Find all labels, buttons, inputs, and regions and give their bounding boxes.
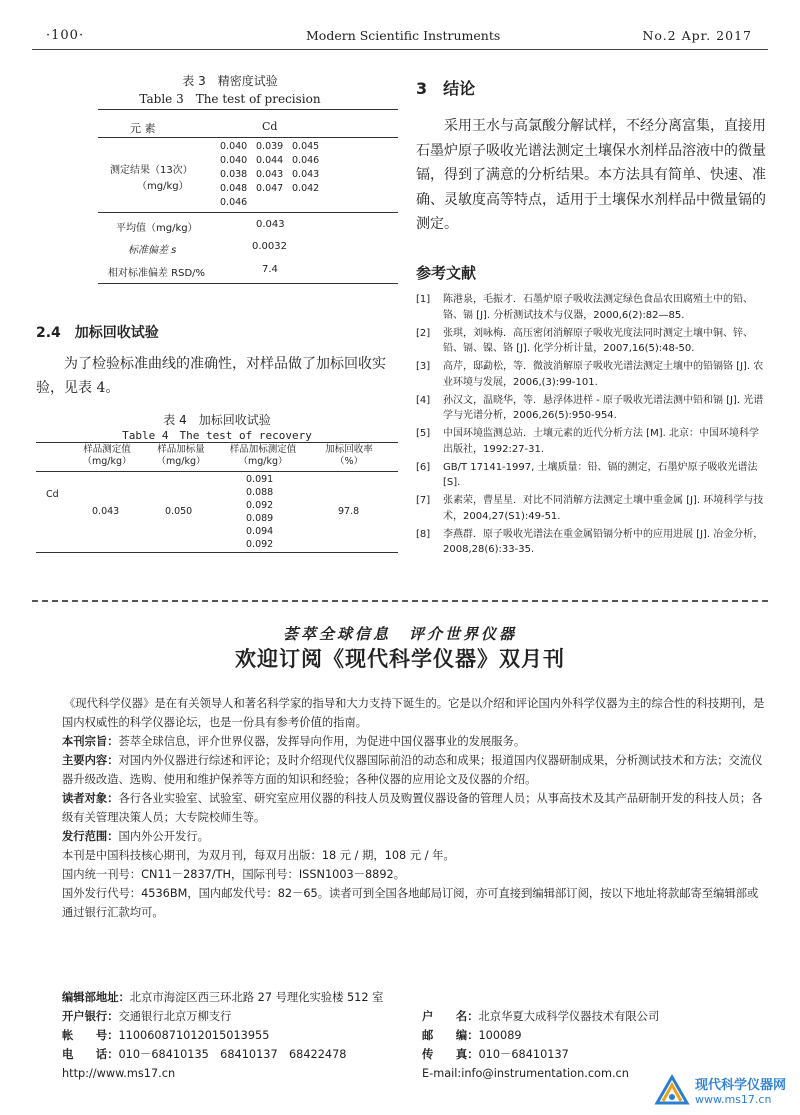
table3-bottom-rule xyxy=(98,283,398,284)
table4-header-spiked-unit: （mg/kg） xyxy=(238,456,288,467)
table3-result-unit: （mg/kg） xyxy=(137,181,189,192)
postcode-label: 邮 编： xyxy=(422,1029,479,1042)
table3-sd-label: 标准偏差 s xyxy=(128,245,177,256)
table4-bottom-rule xyxy=(36,552,398,553)
table3-value: 0.040 xyxy=(220,155,248,166)
ad-distribution-line: 国外发行代号：4536BM，国内邮发代号：82－65。读者可到全国各地邮局订阅，亦可直接到编辑部订阅，按以下地址将款邮寄至编辑部或通过银行汇款均可。 xyxy=(62,887,759,919)
reference-number: [2] xyxy=(416,327,431,339)
table4-header-spike-unit: （mg/kg） xyxy=(156,456,206,467)
contact-address-row xyxy=(62,988,768,1007)
contact-postcode xyxy=(422,1026,768,1045)
table3-mean-label: 平均值（mg/kg） xyxy=(116,223,198,234)
table4-caption-en: Table 4 The test of recovery xyxy=(122,429,312,442)
ad-title: 欢迎订阅《现代科学仪器》双月刊 xyxy=(235,647,565,671)
table4-header-spiked xyxy=(220,444,306,468)
table3-value: 0.044 xyxy=(256,155,284,166)
table4-element: Cd xyxy=(46,489,59,500)
reference-text: 张素荣，曹星星．对比不同消解方法测定土壤中重金属 [J]. 环境科学与技术，2004,27(S1):49-51. xyxy=(443,495,764,522)
bank-label: 开户银行： xyxy=(62,1010,119,1023)
ad-content-label: 主要内容： xyxy=(62,754,119,767)
ad-slogan: 荟萃全球信息 评介世界仪器 xyxy=(282,625,517,643)
table3-value: 0.042 xyxy=(292,183,320,194)
table3-mean-value: 0.043 xyxy=(256,219,285,230)
table3-values xyxy=(220,141,328,208)
ad-scope xyxy=(62,827,768,846)
page-number: ·100· xyxy=(46,28,85,43)
watermark-url: www.ms17.cn xyxy=(694,1093,772,1106)
fax-value: 010－68410137 xyxy=(478,1048,569,1061)
table3-value: 0.039 xyxy=(256,141,284,152)
reference-item xyxy=(416,493,768,524)
table3-result-label: 测定结果（13次） xyxy=(110,165,193,176)
reference-item xyxy=(416,292,768,323)
account-name-value: 北京华夏大成科学仪器技术有限公司 xyxy=(478,1010,660,1023)
reference-text: 张琪，刘咏梅．高压密闭消解原子吸收光度法同时测定土壤中铜、锌、铅、镉、镍、铬 [J]. 化学分析计量，2007,16(5):48-50. xyxy=(443,327,753,354)
email-link[interactable]: E-mail:info@instrumentation.com.cn xyxy=(422,1067,629,1080)
reference-number: [7] xyxy=(416,495,431,506)
reference-text: 陈港泉，毛振才．石墨炉原子吸收法测定绿色食品农田腐殖土中的铅、铬、镉 [J]. 分析测试技术与仪器，2000,6(2):82—85. xyxy=(443,294,753,321)
table3-top-rule xyxy=(98,109,398,110)
reference-item xyxy=(416,393,768,424)
bank-value: 交通银行北京万柳支行 xyxy=(118,1010,232,1023)
section-divider xyxy=(32,600,768,602)
phone-label: 电 话： xyxy=(62,1048,119,1061)
contact-block xyxy=(62,988,768,1083)
site-watermark xyxy=(653,1073,786,1107)
table3-value: 0.040 xyxy=(220,141,248,152)
contact-bank xyxy=(62,1007,422,1026)
reference-number: [8] xyxy=(416,528,431,540)
table3-value: 0.047 xyxy=(256,183,284,194)
fax-label: 传 真： xyxy=(422,1048,479,1061)
table4-header-measured xyxy=(72,444,142,468)
table3-header-cd: Cd xyxy=(262,120,278,133)
ad-scope-label: 发行范围： xyxy=(62,830,119,843)
table4-header-spike-name: 样品加标量 xyxy=(157,444,205,455)
phone-value: 010－68410135 68410137 68422478 xyxy=(118,1048,347,1061)
reference-text: 李燕群．原子吸收光谱法在重金属铅镉分析中的应用进展 [J]. 冶金分析，2008,28(6):33-35. xyxy=(443,528,764,555)
table3-value: 0.048 xyxy=(220,183,248,194)
table4-header-spike xyxy=(146,444,216,468)
ad-cn-line: 国内统一刊号：CN11－2837/TH，国际刊号：ISSN1003－8892。 xyxy=(62,868,406,881)
account-value: 110060871012015013955 xyxy=(118,1029,270,1042)
ad-content-text: 对国内外仪器进行综述和评论；及时介绍现代仪器国际前沿的动态和成果；报道国内仪器研制成果，分析测试技术和方法；交流仪器升级改造、选购、使用和维护保养等方面的知识和经验；各种仪器的应用论文及仪器的介绍。 xyxy=(62,754,763,786)
reference-number: [4] xyxy=(416,394,431,406)
table4-spike: 0.050 xyxy=(165,506,193,517)
reference-number: [5] xyxy=(416,428,431,439)
ad-content xyxy=(62,751,768,789)
ad-readers-label: 读者对象： xyxy=(62,792,119,805)
table4-recovery: 97.8 xyxy=(338,506,360,517)
section-3-title: 3 结论 xyxy=(416,79,476,98)
contact-account-row xyxy=(62,1026,768,1045)
table3-caption-cn: 表 3 精密度试验 xyxy=(182,74,278,88)
ad-body xyxy=(62,694,768,922)
table3-caption-en: Table 3 The test of precision xyxy=(139,92,321,106)
watermark-logo-icon xyxy=(653,1073,691,1107)
section-2-4-body: 为了检验标准曲线的准确性，对样品做了加标回收实验，见表 4。 xyxy=(36,356,386,396)
website-link[interactable]: http://www.ms17.cn xyxy=(62,1067,176,1080)
table3-mid-rule xyxy=(98,212,398,213)
issue-info: No.2 Apr. 2017 xyxy=(642,28,752,43)
table4-header-recovery xyxy=(314,444,384,468)
reference-text: 中国环境监测总站．土壤元素的近代分析方法 [M]. 北京：中国环境科学出版社，1992:27-31. xyxy=(443,428,759,455)
table3-value: 0.043 xyxy=(292,169,320,180)
table3-sd-value: 0.0032 xyxy=(252,241,287,252)
header-rule xyxy=(32,49,768,50)
table3-value: 0.045 xyxy=(292,141,320,152)
table4-spiked-value: 0.092 xyxy=(246,500,274,511)
reference-text: 孙汉文，温晓华，等．悬浮体进样 - 原子吸收光谱法测中铅和镉 [J]. 光谱学与光谱分析，2006,26(5):950-954. xyxy=(443,394,764,421)
reference-item xyxy=(416,460,768,491)
table3-value: 0.046 xyxy=(292,155,320,166)
table4-spiked-values xyxy=(246,473,273,551)
section-3-body: 采用王水与高氯酸分解试样，不经分离富集，直接用石墨炉原子吸收光谱法测定土壤保水剂样品溶液中的微量镉，得到了满意的分析结果。本方法具有简单、快速、准确、灵敏度高等特点，适用于土壤保水剂样品中微量镉的测定。 xyxy=(416,118,766,232)
section-2-4-title: 2.4 加标回收试验 xyxy=(36,325,159,341)
reference-number: [3] xyxy=(416,361,431,372)
reference-item xyxy=(416,359,768,390)
table3-header-rule xyxy=(98,137,398,138)
contact-account xyxy=(62,1026,422,1045)
contact-bank-row xyxy=(62,1007,768,1026)
references-list xyxy=(416,292,768,560)
address-value: 北京市海淀区西三环北路 27 号理化实验楼 512 室 xyxy=(129,991,384,1004)
reference-number: [1] xyxy=(416,294,431,305)
table3-value: 0.046 xyxy=(220,197,248,208)
table4-header-recovery-unit: （%） xyxy=(334,456,364,467)
reference-item xyxy=(416,326,768,357)
ad-aim xyxy=(62,732,768,751)
table3-rsd-value: 7.4 xyxy=(262,264,278,275)
table4-header-measured-name: 样品测定值 xyxy=(83,444,131,455)
ad-core-line: 本刊是中国科技核心期刊，为双月刊，每双月出版：18 元 / 期，108 元 / 年。 xyxy=(62,849,455,862)
reference-text: GB/T 17141-1997, 土壤质量：铅、镉的测定，石墨炉原子吸收光谱法 [S]. xyxy=(443,461,758,488)
table4-spiked-value: 0.089 xyxy=(246,513,274,524)
contact-fax xyxy=(422,1045,768,1064)
account-name-label: 户 名： xyxy=(422,1010,479,1023)
table4-top-rule xyxy=(36,442,398,443)
ad-readers xyxy=(62,789,768,827)
journal-name: Modern Scientific Instruments xyxy=(306,28,501,43)
reference-item xyxy=(416,527,768,558)
table4-spiked-value: 0.094 xyxy=(246,526,274,537)
table4-measured: 0.043 xyxy=(92,506,120,517)
references-title: 参考文献 xyxy=(416,264,477,282)
reference-number: [6] xyxy=(416,461,431,473)
table4-header-measured-unit: （mg/kg） xyxy=(82,456,132,467)
contact-phone-row xyxy=(62,1045,768,1064)
address-label: 编辑部地址： xyxy=(62,991,130,1004)
watermark-name: 现代科学仪器网 xyxy=(694,1078,786,1093)
contact-account-name xyxy=(422,1007,768,1026)
ad-intro: 《现代科学仪器》是在有关领导人和著名科学家的指导和大力支持下诞生的。它是以介绍和评论国内外科学仪器为主的综合性的科技期刊，是国内权威性的科学仪器论坛，也是一份具有参考价值的指南。 xyxy=(62,697,765,729)
table4-caption-cn: 表 4 加标回收试验 xyxy=(163,413,271,427)
reference-text: 高芹，邸勐松，等．微波消解原子吸收光谱法测定土壤中的铅镉铬 [J]. 农业环境与发展，2006,(3):99-101. xyxy=(443,361,764,388)
table4-spiked-value: 0.092 xyxy=(246,539,274,550)
postcode-value: 100089 xyxy=(478,1029,522,1042)
table3-value: 0.043 xyxy=(256,169,284,180)
ad-scope-text: 国内外公开发行。 xyxy=(118,830,209,843)
contact-phone xyxy=(62,1045,422,1064)
ad-aim-text: 荟萃全球信息，评介世界仪器，发挥导向作用，为促进中国仪器事业的发展服务。 xyxy=(118,735,526,748)
account-label: 帐 号： xyxy=(62,1029,119,1042)
table4-header-rule xyxy=(36,471,398,472)
table4-spiked-value: 0.091 xyxy=(246,474,274,485)
reference-item xyxy=(416,426,768,457)
table3-rsd-label: 相对标准偏差 RSD/% xyxy=(108,268,206,279)
table3-header-element: 元 素 xyxy=(130,122,156,135)
watermark-text xyxy=(695,1074,786,1106)
table4-header-recovery-name: 加标回收率 xyxy=(325,444,373,455)
ad-readers-text: 各行各业实验室、试验室、研究室应用仪器的科技人员及购置仪器设备的管理人员；从事高技术及其产品研制开发的科技人员；各级有关管理决策人员；大专院校师生等。 xyxy=(62,792,763,824)
ad-aim-label: 本刊宗旨： xyxy=(62,735,119,748)
table4-header-spiked-name: 样品加标测定值 xyxy=(229,444,297,455)
table4-spiked-value: 0.088 xyxy=(246,487,274,498)
table3-value: 0.038 xyxy=(220,169,248,180)
